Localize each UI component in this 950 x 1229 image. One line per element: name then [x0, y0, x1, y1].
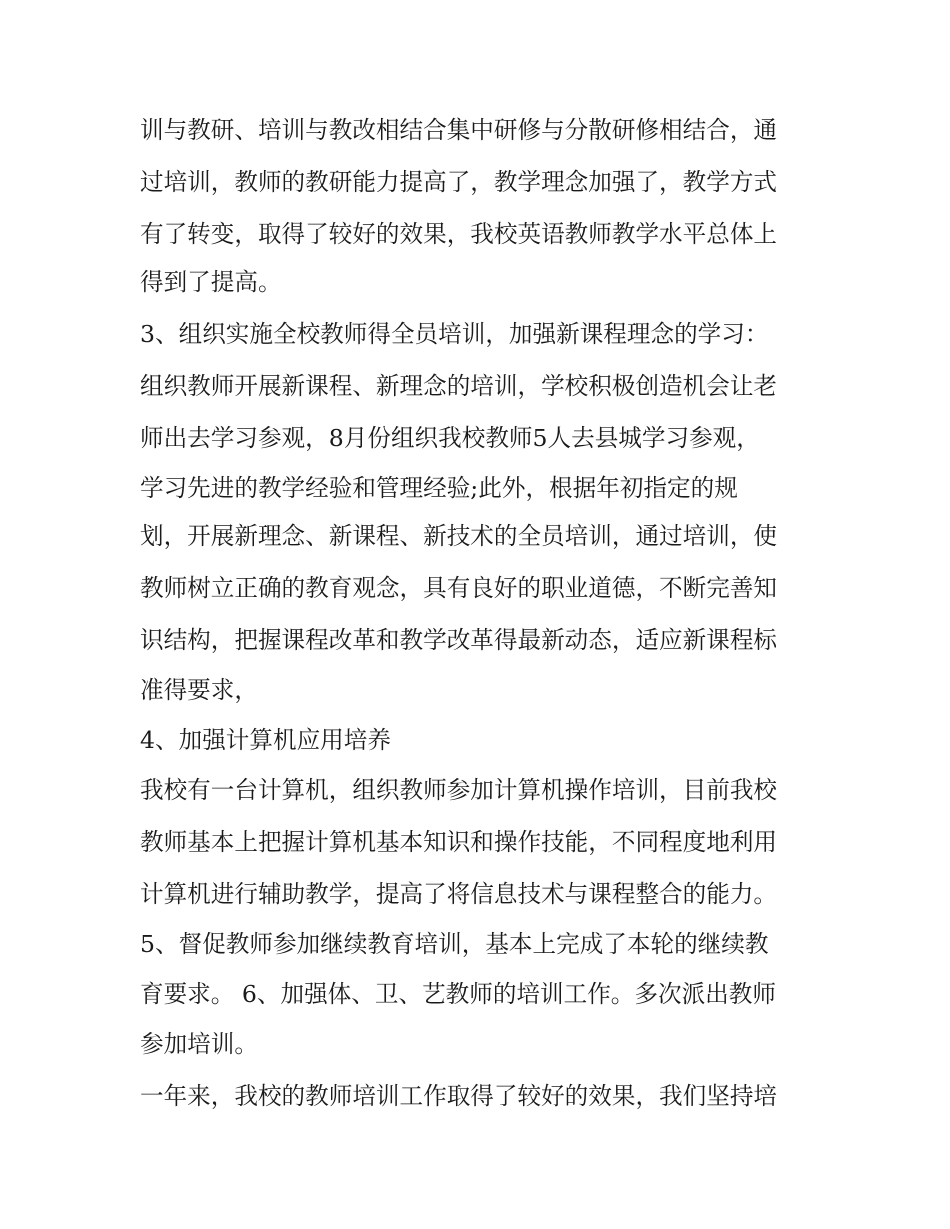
- text-line: 划，开展新理念、新课程、新技术的全员培训，通过培训，使: [140, 522, 778, 550]
- text-line: 识结构，把握课程改革和教学改革得最新动态，适应新课程标: [140, 626, 778, 654]
- text-line: 我校有一台计算机，组织教师参加计算机操作培训，目前我校: [140, 776, 778, 804]
- text-line: 3、组织实施全校教师得全员培训，加强新课程理念的学习：: [140, 320, 769, 348]
- text-line: 4、加强计算机应用培养: [140, 726, 391, 754]
- text-line: 一年来，我校的教师培训工作取得了较好的效果，我们坚持培: [140, 1082, 778, 1110]
- text-line: 训与教研、培训与教改相结合集中研修与分散研修相结合，通: [140, 116, 778, 144]
- text-line: 师出去学习参观，8月份组织我校教师5人去县城学习参观，: [140, 424, 760, 452]
- text-line: 学习先进的教学经验和管理经验;此外，根据年初指定的规: [140, 474, 738, 502]
- text-line: 教师树立正确的教育观念，具有良好的职业道德，不断完善知: [140, 574, 778, 602]
- text-line: 教师基本上把握计算机基本知识和操作技能，不同程度地利用: [140, 828, 778, 856]
- text-line: 5、督促教师参加继续教育培训，基本上完成了本轮的继续教: [140, 930, 769, 958]
- text-line: 准得要求，: [140, 676, 258, 704]
- text-line: 有了转变，取得了较好的效果，我校英语教师教学水平总体上: [140, 220, 778, 248]
- text-line: 组织教师开展新课程、新理念的培训，学校积极创造机会让老: [140, 372, 778, 400]
- text-line: 计算机进行辅助教学，提高了将信息技术与课程整合的能力。: [140, 880, 778, 908]
- text-line: 参加培训。: [140, 1030, 258, 1058]
- text-line: 得到了提高。: [140, 268, 282, 296]
- text-line: 过培训，教师的教研能力提高了，教学理念加强了，教学方式: [140, 168, 778, 196]
- text-line: 育要求。 6、加强体、卫、艺教师的培训工作。多次派出教师: [140, 980, 776, 1008]
